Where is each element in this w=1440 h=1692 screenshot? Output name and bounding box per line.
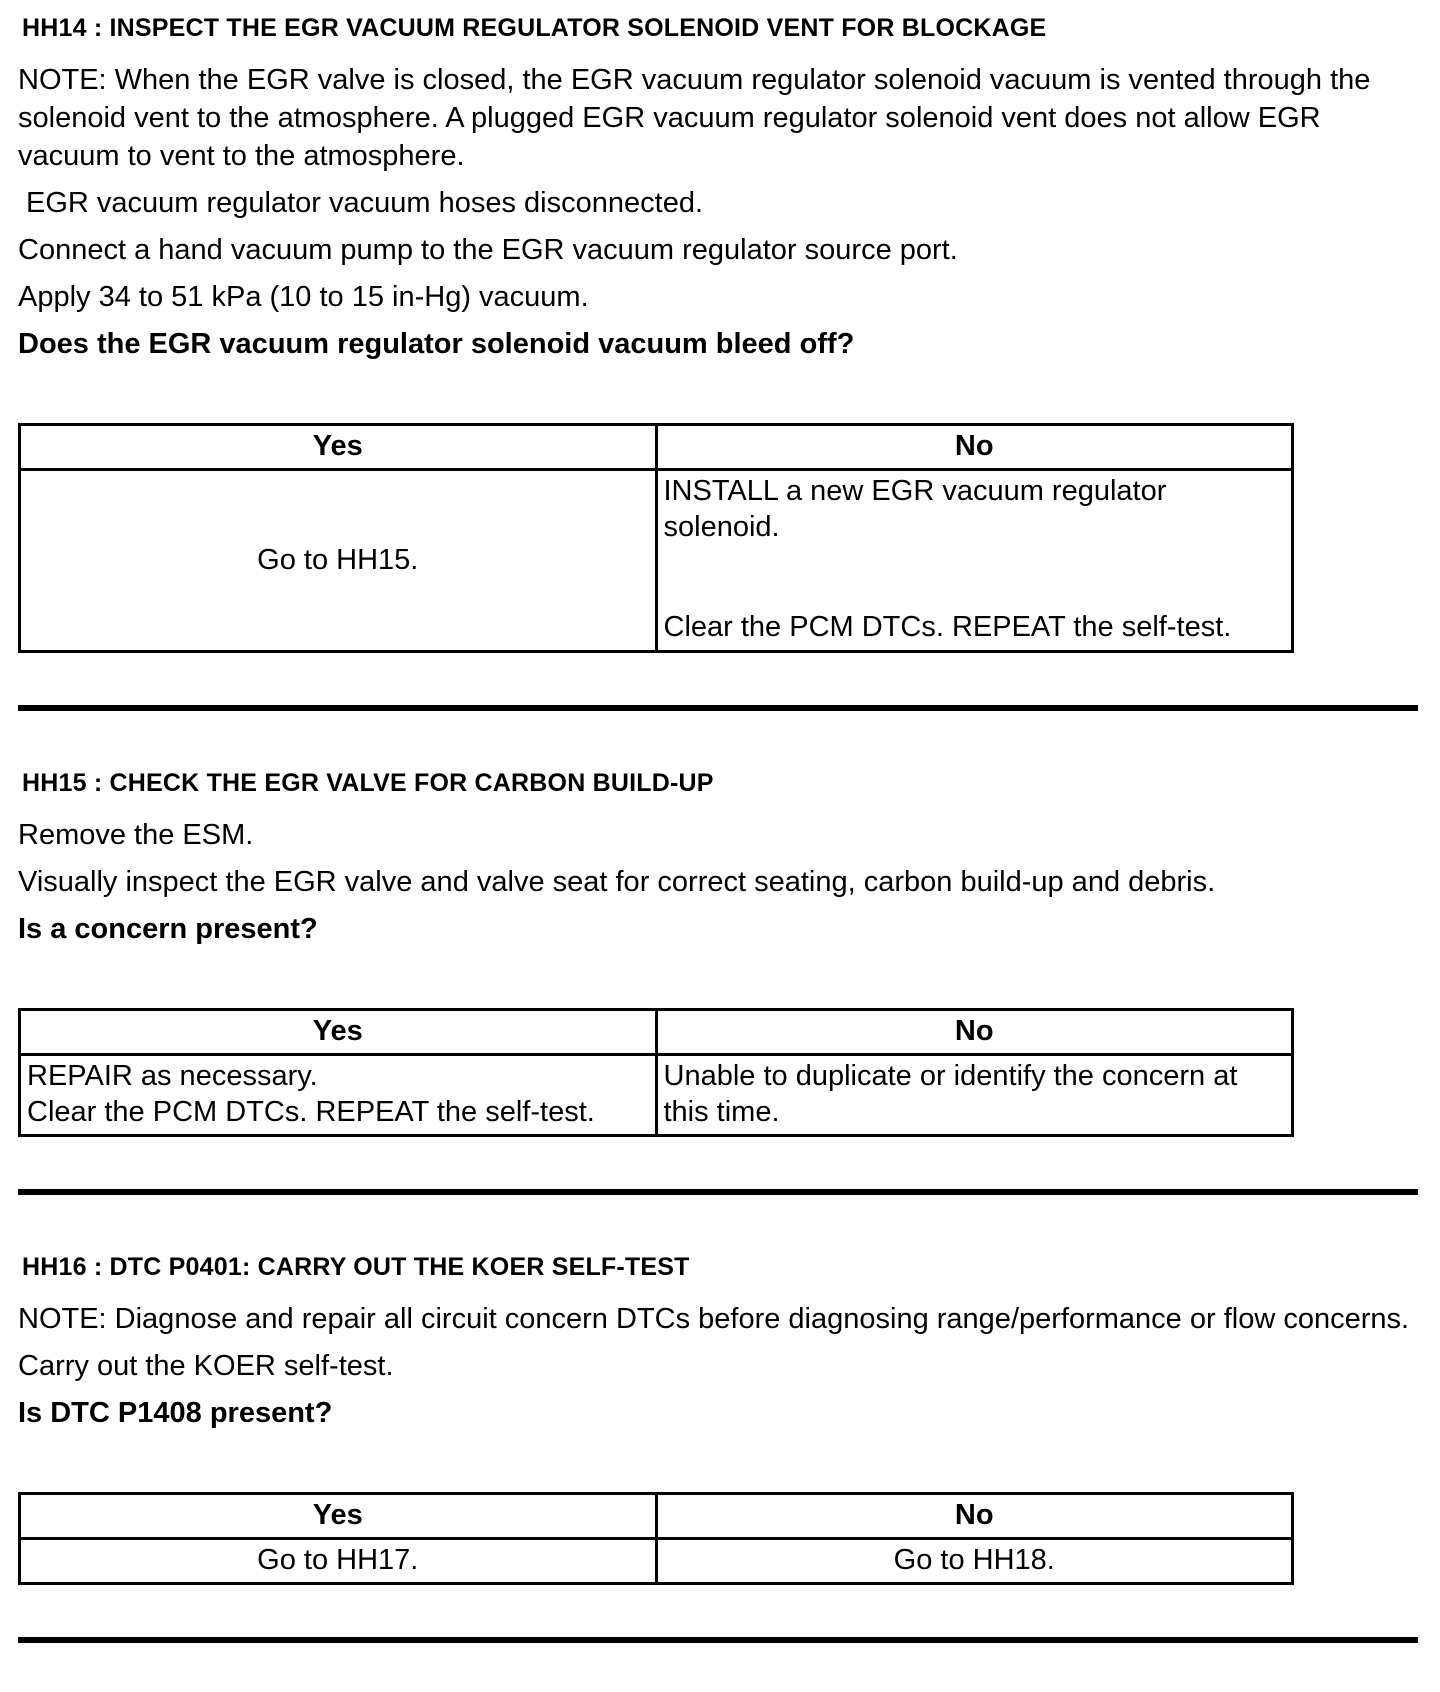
section-divider bbox=[18, 1637, 1418, 1643]
paragraph-apply-vacuum: Apply 34 to 51 kPa (10 to 15 in-Hg) vacuum. bbox=[18, 281, 589, 313]
yes-cell-action: REPAIR as necessary. bbox=[27, 1060, 318, 1092]
yes-cell bbox=[20, 1055, 657, 1136]
table-header-row bbox=[20, 425, 1293, 470]
section-hh16 bbox=[18, 1253, 1420, 1585]
no-cell: Go to HH18. bbox=[656, 1539, 1293, 1584]
paragraph-remove-esm: Remove the ESM. bbox=[18, 819, 254, 851]
section-hh14 bbox=[18, 14, 1420, 653]
no-cell-action: INSTALL a new EGR vacuum regulator solenoid. bbox=[663, 475, 1167, 543]
no-cell-followup: Clear the PCM DTCs. REPEAT the self-test. bbox=[663, 611, 1232, 643]
section-title-hh16: HH16 : DTC P0401: CARRY OUT THE KOER SELF-TEST bbox=[22, 1253, 690, 1281]
question-hh14: Does the EGR vacuum regulator solenoid vacuum bleed off? bbox=[18, 328, 855, 360]
paragraph-connect-pump: Connect a hand vacuum pump to the EGR vacuum regulator source port. bbox=[18, 234, 958, 266]
section-divider bbox=[18, 1189, 1418, 1195]
paragraph-visually-inspect: Visually inspect the EGR valve and valve seat for correct seating, carbon build-up and debris. bbox=[18, 866, 1216, 898]
yes-header: Yes bbox=[20, 1494, 657, 1539]
section-hh15 bbox=[18, 769, 1420, 1137]
decision-table-hh14 bbox=[18, 423, 1294, 653]
no-cell: Unable to duplicate or identify the concern at this time. bbox=[656, 1055, 1293, 1136]
paragraph-koer-selftest: Carry out the KOER self-test. bbox=[18, 1350, 394, 1382]
decision-table-hh16 bbox=[18, 1492, 1294, 1585]
yes-cell: Go to HH17. bbox=[20, 1539, 657, 1584]
no-header: No bbox=[656, 425, 1293, 470]
table-header-row bbox=[20, 1494, 1293, 1539]
table-body-row bbox=[20, 470, 1293, 652]
paragraph-note: NOTE: Diagnose and repair all circuit concern DTCs before diagnosing range/performance or flow concerns. bbox=[18, 1303, 1410, 1335]
decision-table-hh15 bbox=[18, 1008, 1294, 1137]
question-hh16: Is DTC P1408 present? bbox=[18, 1397, 333, 1429]
section-title-hh14: HH14 : INSPECT THE EGR VACUUM REGULATOR SOLENOID VENT FOR BLOCKAGE bbox=[22, 14, 1047, 42]
yes-header: Yes bbox=[20, 1010, 657, 1055]
yes-header: Yes bbox=[20, 425, 657, 470]
table-body-row bbox=[20, 1539, 1293, 1584]
yes-cell-followup: Clear the PCM DTCs. REPEAT the self-test. bbox=[27, 1096, 595, 1128]
no-header: No bbox=[656, 1010, 1293, 1055]
no-cell bbox=[656, 470, 1293, 652]
paragraph-hoses-disconnected: EGR vacuum regulator vacuum hoses disconnected. bbox=[26, 187, 704, 219]
paragraph-note: NOTE: When the EGR valve is closed, the EGR vacuum regulator solenoid vacuum is vented through the solenoid vent to the atmosphere. A plugged EGR vacuum regulator solenoid vent does not allow EGR vacuum to vent to the atmosphere. bbox=[18, 64, 1371, 172]
yes-cell: Go to HH15. bbox=[20, 470, 657, 652]
table-body-row bbox=[20, 1055, 1293, 1136]
table-header-row bbox=[20, 1010, 1293, 1055]
section-divider bbox=[18, 705, 1418, 711]
no-header: No bbox=[656, 1494, 1293, 1539]
question-hh15: Is a concern present? bbox=[18, 913, 318, 945]
section-title-hh15: HH15 : CHECK THE EGR VALVE FOR CARBON BUILD-UP bbox=[22, 769, 714, 797]
